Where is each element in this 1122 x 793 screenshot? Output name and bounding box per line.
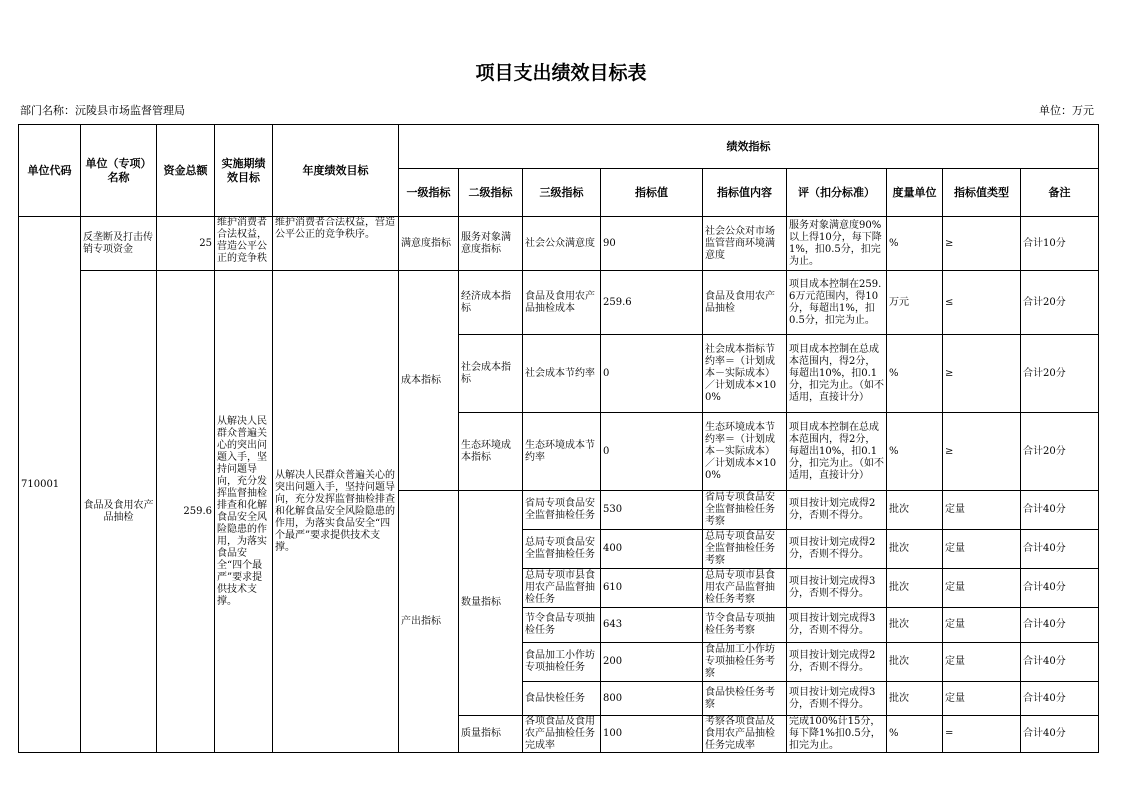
measure-unit-cell: 批次 [887,682,943,716]
value-content-cell: 生态环境成本节约率＝（计划成本－实际成本）／计划成本×100% [703,413,787,491]
scoring-cell: 项目按计划完成得2分，否则不得分。 [787,491,887,530]
value-content-cell: 总局专项市县食用农产品监督抽检任务考察 [703,569,787,608]
level1-cell: 满意度指标 [399,217,459,271]
value-cell: 643 [601,608,703,643]
period-goal-cell: 从解决人民群众普遍关心的突出问题入手，坚持问题导向，充分发挥监督抽检排查和化解食品安全风险隐患的作用，为落实食品安全“四个最严”要求提供技术支撑。 [215,271,273,753]
header-period-goal: 实施期绩效目标 [215,125,273,217]
value-content-cell: 省局专项食品安全监督抽检任务考察 [703,491,787,530]
value-type-cell: ≤ [943,271,1021,335]
project-name-cell: 反垄断及打击传销专项资金 [81,217,157,271]
value-content-cell: 食品快检任务考察 [703,682,787,716]
measure-unit-cell: 批次 [887,608,943,643]
level2-cell: 社会成本指标 [459,335,523,413]
table-row [19,217,1099,271]
performance-target-table [18,124,1099,753]
level2-cell: 经济成本指标 [459,271,523,335]
unit-code-cell: 710001 [19,217,81,753]
level2-cell: 质量指标 [459,716,523,753]
level3-cell: 省局专项食品安全监督抽检任务 [523,491,601,530]
measure-unit-cell: 批次 [887,569,943,608]
value-cell: 200 [601,643,703,682]
header-level1: 一级指标 [399,169,459,217]
level3-cell: 社会成本节约率 [523,335,601,413]
remark-cell: 合计20分 [1021,335,1099,413]
remark-cell: 合计40分 [1021,569,1099,608]
remark-cell: 合计40分 [1021,608,1099,643]
measure-unit-cell: % [887,217,943,271]
scoring-cell: 项目按计划完成得3分，否则不得分。 [787,569,887,608]
level2-cell: 生态环境成本指标 [459,413,523,491]
header-measure-unit: 度量单位 [887,169,943,217]
value-type-cell: 定量 [943,530,1021,569]
value-content-cell: 食品加工小作坊专项抽检任务考察 [703,643,787,682]
scoring-cell: 项目按计划完成得2分，否则不得分。 [787,530,887,569]
level3-cell: 食品加工小作坊专项抽检任务 [523,643,601,682]
value-type-cell: 定量 [943,491,1021,530]
value-cell: 100 [601,716,703,753]
value-content-cell: 食品及食用农产品抽检 [703,271,787,335]
annual-goal-cell: 维护消费者合法权益，营造公平公正的竞争秩序。 [273,217,399,271]
remark-cell: 合计10分 [1021,217,1099,271]
value-cell: 530 [601,491,703,530]
scoring-cell: 项目按计划完成得3分，否则不得分。 [787,682,887,716]
value-cell: 90 [601,217,703,271]
remark-cell: 合计40分 [1021,716,1099,753]
scoring-cell: 项目按计划完成得3分，否则不得分。 [787,608,887,643]
value-cell: 610 [601,569,703,608]
measure-unit-cell: 批次 [887,643,943,682]
header-level2: 二级指标 [459,169,523,217]
header-unit-name: 单位（专项）名称 [81,125,157,217]
level3-cell: 生态环境成本节约率 [523,413,601,491]
value-cell: 0 [601,413,703,491]
level3-cell: 社会公众满意度 [523,217,601,271]
level3-cell: 食品及食用农产品抽检成本 [523,271,601,335]
measure-unit-cell: 批次 [887,530,943,569]
header-scoring: 评（扣分标准） [787,169,887,217]
scoring-cell: 完成100%计15分，每下降1%扣0.5分，扣完为止。 [787,716,887,753]
level2-cell: 服务对象满意度指标 [459,217,523,271]
value-cell: 400 [601,530,703,569]
measure-unit-cell: % [887,413,943,491]
value-type-cell: ≥ [943,217,1021,271]
level2-cell: 数量指标 [459,491,523,716]
value-type-cell: = [943,716,1021,753]
header-level3: 三级指标 [523,169,601,217]
measure-unit-cell: % [887,335,943,413]
measure-unit-cell: % [887,716,943,753]
value-type-cell: 定量 [943,608,1021,643]
remark-cell: 合计40分 [1021,682,1099,716]
funds-cell: 25 [157,217,215,271]
value-type-cell: 定量 [943,569,1021,608]
value-type-cell: ≥ [943,413,1021,491]
level1-cell: 成本指标 [399,271,459,491]
header-unit-code: 单位代码 [19,125,81,217]
page-title: 项目支出绩效目标表 [475,62,647,84]
project-name-cell: 食品及食用农产品抽检 [81,271,157,753]
header-funds-total: 资金总额 [157,125,215,217]
header-value-type: 指标值类型 [943,169,1021,217]
remark-cell: 合计40分 [1021,491,1099,530]
level3-cell: 节令食品专项抽检任务 [523,608,601,643]
header-remark: 备注 [1021,169,1099,217]
value-type-cell: 定量 [943,643,1021,682]
scoring-cell: 项目成本控制在总成本范围内，得2分，每超出10%，扣0.1分，扣完为止。（如不适用，直接计分） [787,413,887,491]
header-value-content: 指标值内容 [703,169,787,217]
header-performance-indicators: 绩效指标 [399,125,1099,169]
scoring-cell: 项目按计划完成得2分，否则不得分。 [787,643,887,682]
value-content-cell: 考察各项食品及食用农产品抽检任务完成率 [703,716,787,753]
level3-cell: 总局专项市县食用农产品监督抽检任务 [523,569,601,608]
value-cell: 259.6 [601,271,703,335]
value-content-cell: 节令食品专项抽检任务考察 [703,608,787,643]
scoring-cell: 项目成本控制在259.6万元范围内，得10分，每超出1%，扣0.5分，扣完为止。 [787,271,887,335]
remark-cell: 合计40分 [1021,643,1099,682]
value-content-cell: 总局专项食品安全监督抽检任务考察 [703,530,787,569]
currency-unit: 单位：万元 [1039,104,1094,117]
level3-cell: 各项食品及食用农产品抽检任务完成率 [523,716,601,753]
table-row [19,271,1099,335]
remark-cell: 合计40分 [1021,530,1099,569]
value-cell: 0 [601,335,703,413]
annual-goal-cell: 从解决人民群众普遍关心的突出问题入手，坚持问题导向，充分发挥监督抽检排查和化解食品安全风险隐患的作用，为落实食品安全“四个最严”要求提供技术支撑。 [273,271,399,753]
value-content-cell: 社会公众对市场监管营商环境满意度 [703,217,787,271]
funds-cell: 259.6 [157,271,215,753]
remark-cell: 合计20分 [1021,271,1099,335]
level1-cell: 产出指标 [399,491,459,753]
header-annual-goal: 年度绩效目标 [273,125,399,217]
value-content-cell: 社会成本指标节约率＝（计划成本－实际成本）／计划成本×100% [703,335,787,413]
value-type-cell: 定量 [943,682,1021,716]
scoring-cell: 项目成本控制在总成本范围内，得2分，每超出10%，扣0.1分，扣完为止。（如不适用，直接计分） [787,335,887,413]
value-type-cell: ≥ [943,335,1021,413]
scoring-cell: 服务对象满意度90%以上得10分，每下降1%，扣0.5分，扣完为止。 [787,217,887,271]
remark-cell: 合计20分 [1021,413,1099,491]
header-value: 指标值 [601,169,703,217]
period-goal-cell: 维护消费者合法权益，营造公平公正的竞争秩 [215,217,273,271]
department-name: 部门名称：沅陵县市场监督管理局 [20,104,185,117]
measure-unit-cell: 万元 [887,271,943,335]
measure-unit-cell: 批次 [887,491,943,530]
value-cell: 800 [601,682,703,716]
level3-cell: 总局专项食品安全监督抽检任务 [523,530,601,569]
level3-cell: 食品快检任务 [523,682,601,716]
